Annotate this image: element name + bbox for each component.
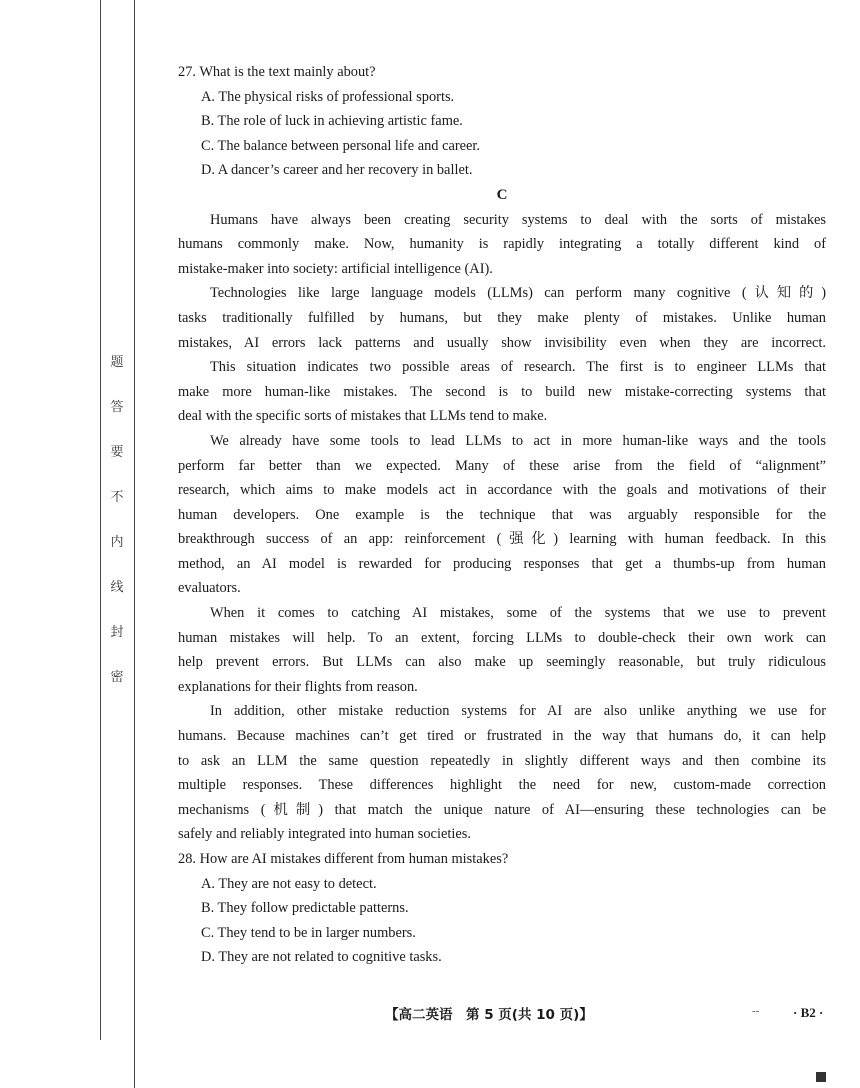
passage-paragraph-4 xyxy=(178,429,826,601)
passage-line: When it comes to catching AI mistakes, some of the systems that we use to prevent xyxy=(210,605,826,622)
passage-line: This situation indicates two possible areas of research. The first is to engineer LLMs that xyxy=(210,359,826,376)
seal-char: 题 xyxy=(110,355,124,370)
passage-paragraph-6 xyxy=(178,699,826,847)
question-28-stem: 28. How are AI mistakes different from human mistakes? xyxy=(178,851,509,867)
page-content xyxy=(178,60,826,970)
passage-line: breakthrough success of an app: reinforcement (强化) learning with human feedback. In this xyxy=(178,531,826,548)
seal-char: 不 xyxy=(110,490,124,505)
seal-char: 要 xyxy=(110,445,124,460)
seal-char: 答 xyxy=(110,400,124,415)
passage-line: We already have some tools to lead LLMs to act in more human-like ways and the tools xyxy=(210,432,826,449)
section-heading: C xyxy=(496,186,508,203)
passage-line: mistake-maker into society: artificial intelligence (AI). xyxy=(178,260,493,277)
passage-line: mechanisms (机制) that match the unique nature of AI—ensuring these technologies can be xyxy=(178,801,826,818)
passage-line: mistakes, AI errors lack patterns and usually show invisibility even when they are incorrect. xyxy=(178,334,826,351)
seal-char: 封 xyxy=(110,625,124,640)
passage-paragraph-3 xyxy=(178,355,826,429)
question-27-option-d: D. A dancer’s career and her recovery in ballet. xyxy=(201,162,473,179)
passage-line: evaluators. xyxy=(178,580,241,597)
question-27-option-b: B. The role of luck in achieving artistic fame. xyxy=(201,113,463,130)
passage-line: multiple responses. These differences highlight the need for new, custom-made correction xyxy=(178,777,826,794)
passage-line: research, which aims to make models act in accordance with the goals and motivations of their xyxy=(178,482,826,499)
passage-paragraph-2 xyxy=(178,281,826,355)
passage-line: human developers. One example is the technique that was arguably responsible for the xyxy=(178,506,826,523)
seal-line-text xyxy=(106,340,128,700)
passage-paragraph-5 xyxy=(178,601,826,699)
seal-char: 内 xyxy=(110,535,124,550)
question-28-option-d: D. They are not related to cognitive tasks. xyxy=(201,949,442,966)
passage-line: explanations for their flights from reason. xyxy=(178,678,418,695)
passage-line: deal with the specific sorts of mistakes that LLMs tend to make. xyxy=(178,408,548,425)
passage-line: help prevent errors. But LLMs can also make up seemingly reasonable, but truly ridiculous xyxy=(178,654,826,671)
passage-line: method, an AI model is rewarded for producing responses that get a thumbs-up from human xyxy=(178,555,826,572)
passage-line: Humans have always been creating security systems to deal with the sorts of mistakes xyxy=(210,211,826,228)
question-28-option-a: A. They are not easy to detect. xyxy=(201,875,377,892)
passage-line: perform far better than we expected. Many of these arise from the field of “alignment” xyxy=(178,457,826,474)
passage-line: Technologies like large language models (LLMs) can perform many cognitive (认知的) xyxy=(210,285,826,302)
question-27-option-c: C. The balance between personal life and career. xyxy=(201,137,481,154)
question-27-stem: 27. What is the text mainly about? xyxy=(178,64,376,80)
passage-line: tasks traditionally fulfilled by humans, but they make plenty of mistakes. Unlike human xyxy=(178,309,826,326)
seal-char: 线 xyxy=(110,580,124,595)
passage-line: humans commonly make. Now, humanity is rapidly integrating a totally different kind of xyxy=(178,236,826,253)
binding-line-inner xyxy=(134,0,135,1088)
question-28-option-b: B. They follow predictable patterns. xyxy=(201,900,409,917)
passage-line: safely and reliably integrated into human societies. xyxy=(178,826,471,843)
passage-line: humans. Because machines can’t get tired or frustrated in the way that humans do, it can help xyxy=(178,728,826,745)
question-28-option-c: C. They tend to be in larger numbers. xyxy=(201,924,416,941)
page-footer-label: 【高二英语 第 5 页(共 10 页)】 xyxy=(385,1007,593,1023)
binding-line-outer xyxy=(100,0,101,1040)
footer-dash: -- xyxy=(752,1005,760,1017)
qr-code-icon xyxy=(816,1072,826,1082)
seal-char: 密 xyxy=(110,670,124,685)
passage-line: In addition, other mistake reduction systems for AI are also unlike anything we use for xyxy=(210,703,826,720)
question-27-option-a: A. The physical risks of professional sports. xyxy=(201,88,455,105)
passage-line: human mistakes will help. To an extent, forcing LLMs to double-check their own work can xyxy=(178,629,826,646)
passage-paragraph-1 xyxy=(178,208,826,282)
paper-code: · B2 · xyxy=(793,1005,824,1020)
passage-line: make more human-like mistakes. The second is to build new mistake-correcting systems that xyxy=(178,383,826,400)
passage-line: to ask an LLM the same question repeatedly in slightly different ways and then combine its xyxy=(178,752,826,769)
